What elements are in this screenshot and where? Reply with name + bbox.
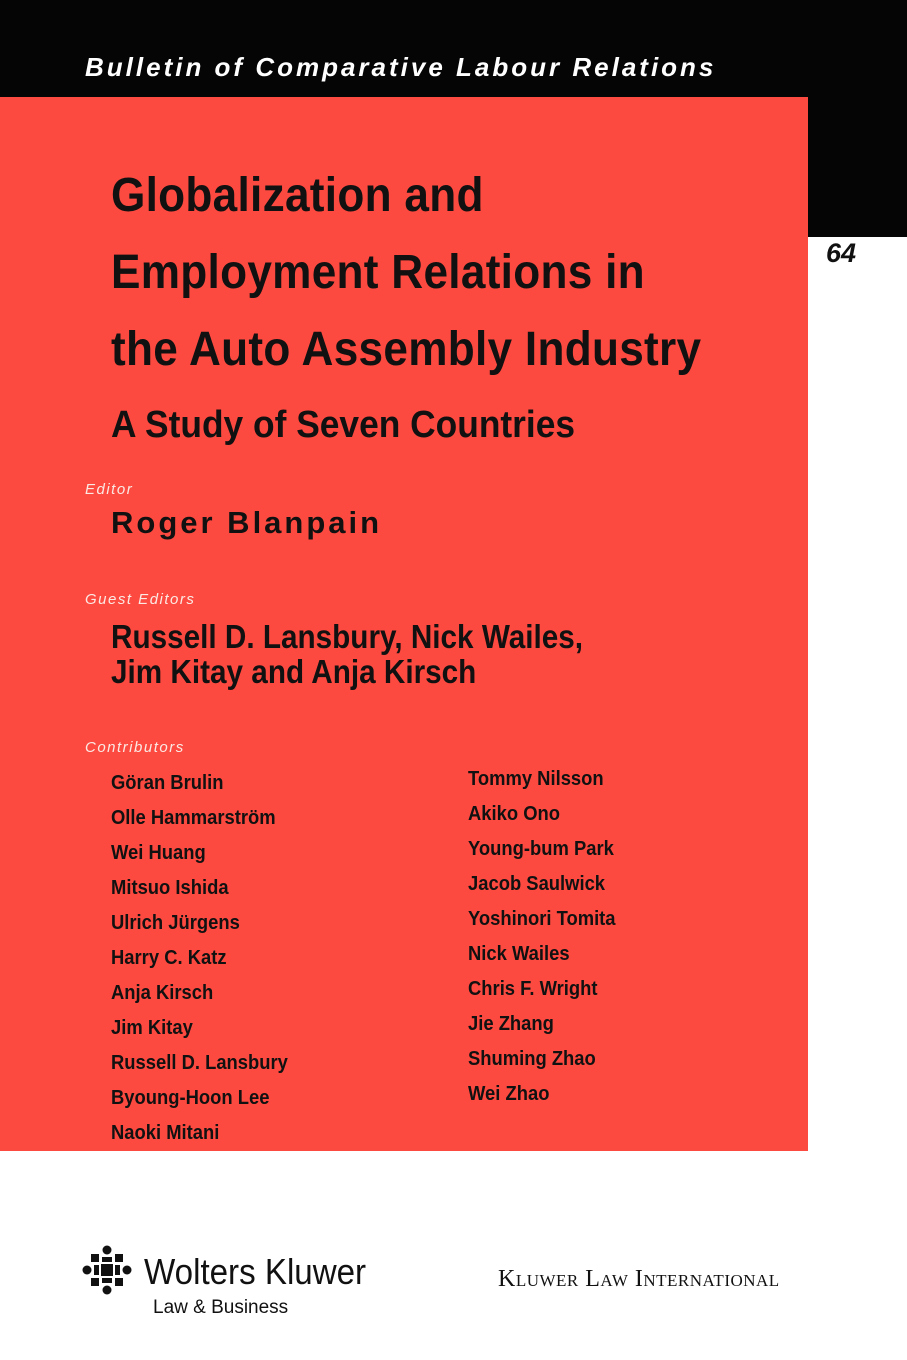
- series-title: Bulletin of Comparative Labour Relations: [85, 52, 717, 82]
- contributor-name: Ulrich Jürgens: [111, 912, 240, 934]
- imprint-name: Kluwer Law International: [498, 1266, 780, 1292]
- book-title-line-1: Globalization and: [111, 169, 484, 222]
- contributor-name: Shuming Zhao: [468, 1048, 596, 1070]
- book-subtitle: A Study of Seven Countries: [111, 404, 576, 446]
- contributor-name: Harry C. Katz: [111, 947, 227, 969]
- volume-number: 64: [826, 238, 857, 268]
- guest-editors-line-1: Russell D. Lansbury, Nick Wailes,: [111, 618, 584, 655]
- contributor-name: Anja Kirsch: [111, 982, 214, 1004]
- editor-label: Editor: [85, 481, 134, 498]
- guest-editors-label: Guest Editors: [85, 591, 196, 608]
- contributor-name: Jie Zhang: [468, 1013, 554, 1035]
- contributor-name: Byoung-Hoon Lee: [111, 1087, 270, 1109]
- contributor-name: Nick Wailes: [468, 943, 570, 965]
- contributors-column-left: [111, 766, 303, 1151]
- contributor-name: Yoshinori Tomita: [468, 908, 616, 930]
- guest-editors-line-2: Jim Kitay and Anja Kirsch: [111, 653, 477, 690]
- series-corner-block: [808, 0, 907, 237]
- contributor-name: Göran Brulin: [111, 772, 224, 794]
- publisher-subline: Law & Business: [153, 1297, 289, 1318]
- book-title-line-3: the Auto Assembly Industry: [111, 323, 702, 376]
- contributor-name: Olle Hammarström: [111, 807, 276, 829]
- contributors-column-right: [468, 762, 628, 1112]
- book-title-line-2: Employment Relations in: [111, 246, 645, 299]
- contributor-name: Young-bum Park: [468, 838, 614, 860]
- contributor-name: Akiko Ono: [468, 803, 561, 825]
- wolters-kluwer-logo-icon: [82, 1245, 132, 1295]
- editor-name: Roger Blanpain: [111, 505, 383, 540]
- contributor-name: Mitsuo Ishida: [111, 877, 229, 899]
- contributor-name: Russell D. Lansbury: [111, 1052, 288, 1074]
- contributor-name: Wei Huang: [111, 842, 206, 864]
- contributor-name: Tommy Nilsson: [468, 768, 604, 790]
- contributor-name: Jacob Saulwick: [468, 873, 606, 895]
- contributor-name: Naoki Mitani: [111, 1122, 220, 1144]
- contributors-label: Contributors: [85, 739, 185, 756]
- contributor-name: Jim Kitay: [111, 1017, 193, 1039]
- publisher-name: Wolters Kluwer: [144, 1251, 367, 1292]
- contributor-name: Chris F. Wright: [468, 978, 598, 1000]
- contributor-name: Wei Zhao: [468, 1083, 550, 1105]
